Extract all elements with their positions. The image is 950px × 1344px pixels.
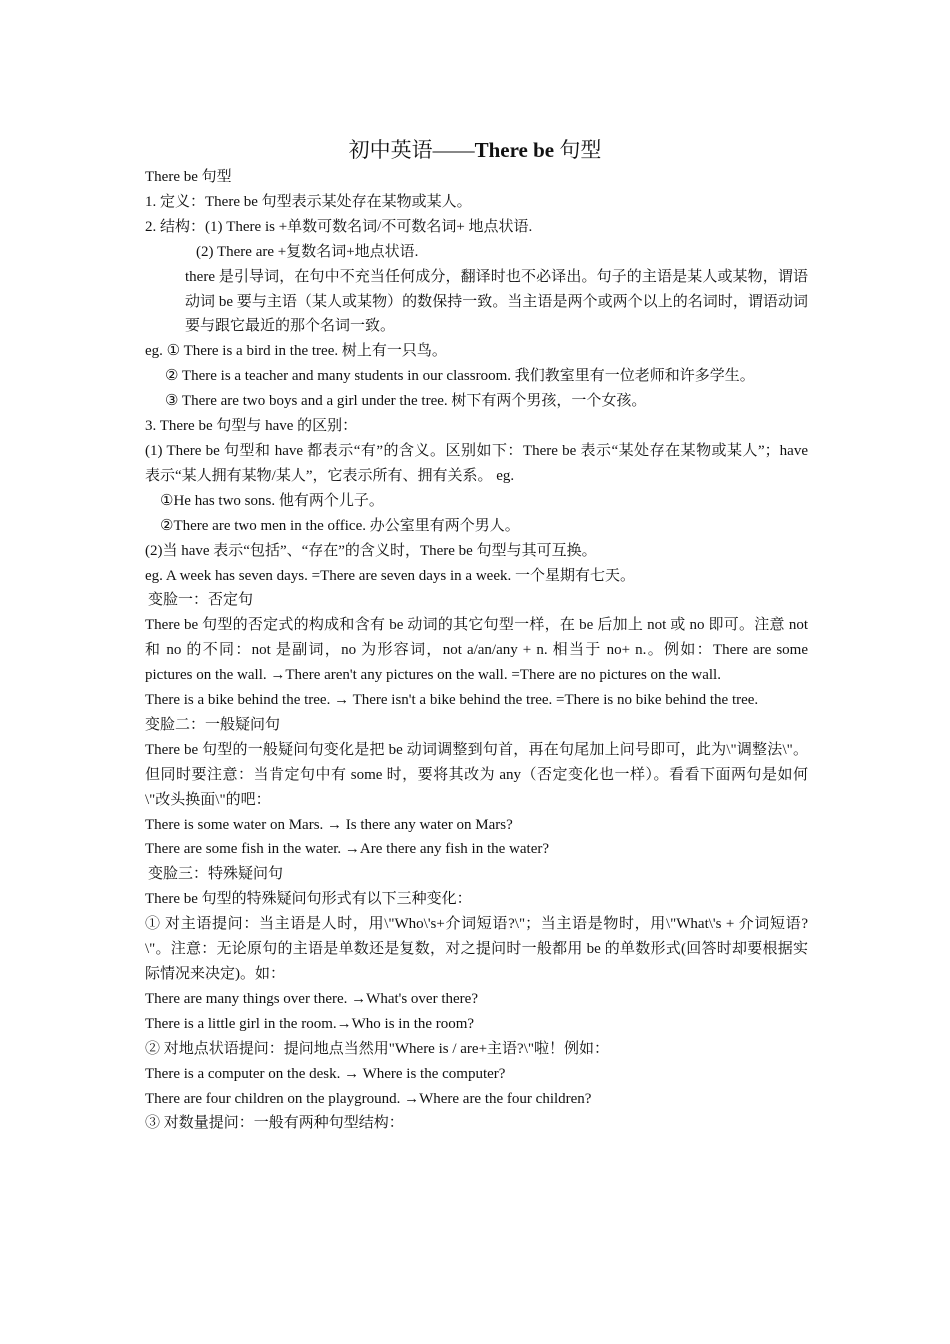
difference-paragraph: (1) There be 句型和 have 都表示“有”的含义。区别如下：There be 表示“某处存在某物或某人”；have 表示“某人拥有某物/某人”，它表示所有、拥有关系。 eg. — [145, 442, 808, 484]
example-2: ② There is a teacher and many students in our classroom. 我们教室里有一位老师和许多学生。 — [165, 368, 755, 385]
structure-line-1: 2. 结构：(1) There is +单数可数名词/不可数名词+ 地点状语. — [145, 218, 533, 235]
interchange-line: (2)当 have 表示“包括”、“存在”的含义时，There be 句型与其可互换。 — [145, 542, 597, 559]
explanation-paragraph: there 是引导词，在句中不充当任何成分，翻译时也不必译出。句子的主语是某人或某物，谓语动词 be 要与主语（某人或某物）的数保持一致。当主语是两个或两个以上的名词时，谓语动词要与跟它最近的那个名词一致。 — [185, 268, 808, 335]
place-example-2: There are four children on the playground. →Where are the four children? — [145, 1090, 592, 1107]
have-example-2: ②There are two men in the office. 办公室里有两个男人。 — [160, 517, 520, 534]
subject-example-1: There are many things over there. →What's over there? — [145, 990, 478, 1007]
place-example-1: There is a computer on the desk. → Where is the computer? — [145, 1065, 506, 1082]
negative-heading: 变脸一：否定句 — [148, 592, 254, 609]
title-prefix: 初中英语—— — [348, 138, 475, 163]
section-heading: There be 句型 — [145, 169, 232, 185]
subject-example-2: There is a little girl in the room.→Who is in the room? — [145, 1015, 475, 1032]
negative-paragraph: There be 句型的否定式的构成和含有 be 动词的其它句型一样，在 be 后加上 not 或 no 即可。注意 not 和 no 的不同：not 是副词，no 为形容词，not a/an/any + n. 相当于 no+ n.。例如：There are some pictures on the wall. →There aren't any pictures on the wall. =There are no pictures on the wall. — [145, 617, 808, 684]
question-paragraph: There be 句型的一般疑问句变化是把 be 动词调整到句首，再在句尾加上问号即可，此为\"调整法\"。但同时要注意：当肯定句中有 some 时，要将其改为 any（否定变化也一样）。看看下面两句是如何\"改头换面\"的吧： — [145, 741, 808, 808]
structure-line-2: (2) There are +复数名词+地点状语. — [196, 243, 419, 260]
question-example-2: There are some fish in the water. →Are there any fish in the water? — [145, 841, 550, 858]
quantity-question-line: ③ 对数量提问：一般有两种句型结构： — [145, 1115, 404, 1132]
title-suffix: 句型 — [554, 138, 602, 163]
place-question-line: ② 对地点状语提问：提问地点当然用"Where is / are+主语?\"啦！例如： — [145, 1040, 609, 1057]
title-bold: There be — [474, 138, 555, 163]
document-body — [145, 165, 808, 1136]
document-title — [0, 135, 950, 165]
question-example-1: There is some water on Mars. → Is there any water on Mars? — [145, 816, 513, 833]
subject-question-paragraph: ① 对主语提问：当主语是人时，用\"Who\'s+介词短语?\"；当主语是物时，用\"What\'s + 介词短语?\"。注意：无论原句的主语是单数还是复数，对之提问时一般都用 be 的单数形式(回答时却要根据实际情况来决定)。如： — [145, 916, 808, 982]
negative-example: There is a bike behind the tree. → There isn't a bike behind the tree. =There is no bike behind the tree. — [145, 692, 759, 709]
interchange-example: eg. A week has seven days. =There are seven days in a week. 一个星期有七天。 — [145, 567, 635, 584]
question-heading: 变脸二：一般疑问句 — [145, 716, 281, 733]
special-question-heading: 变脸三：特殊疑问句 — [148, 866, 284, 883]
definition-line: 1. 定义：There be 句型表示某处存在某物或某人。 — [145, 193, 472, 210]
example-1: eg. ① There is a bird in the tree. 树上有一只鸟。 — [145, 343, 447, 360]
have-example-1: ①He has two sons. 他有两个儿子。 — [160, 492, 384, 509]
example-3: ③ There are two boys and a girl under the tree. 树下有两个男孩，一个女孩。 — [165, 393, 647, 410]
special-question-intro: There be 句型的特殊疑问句形式有以下三种变化： — [145, 891, 472, 908]
difference-heading: 3. There be 句型与 have 的区别： — [145, 418, 358, 435]
